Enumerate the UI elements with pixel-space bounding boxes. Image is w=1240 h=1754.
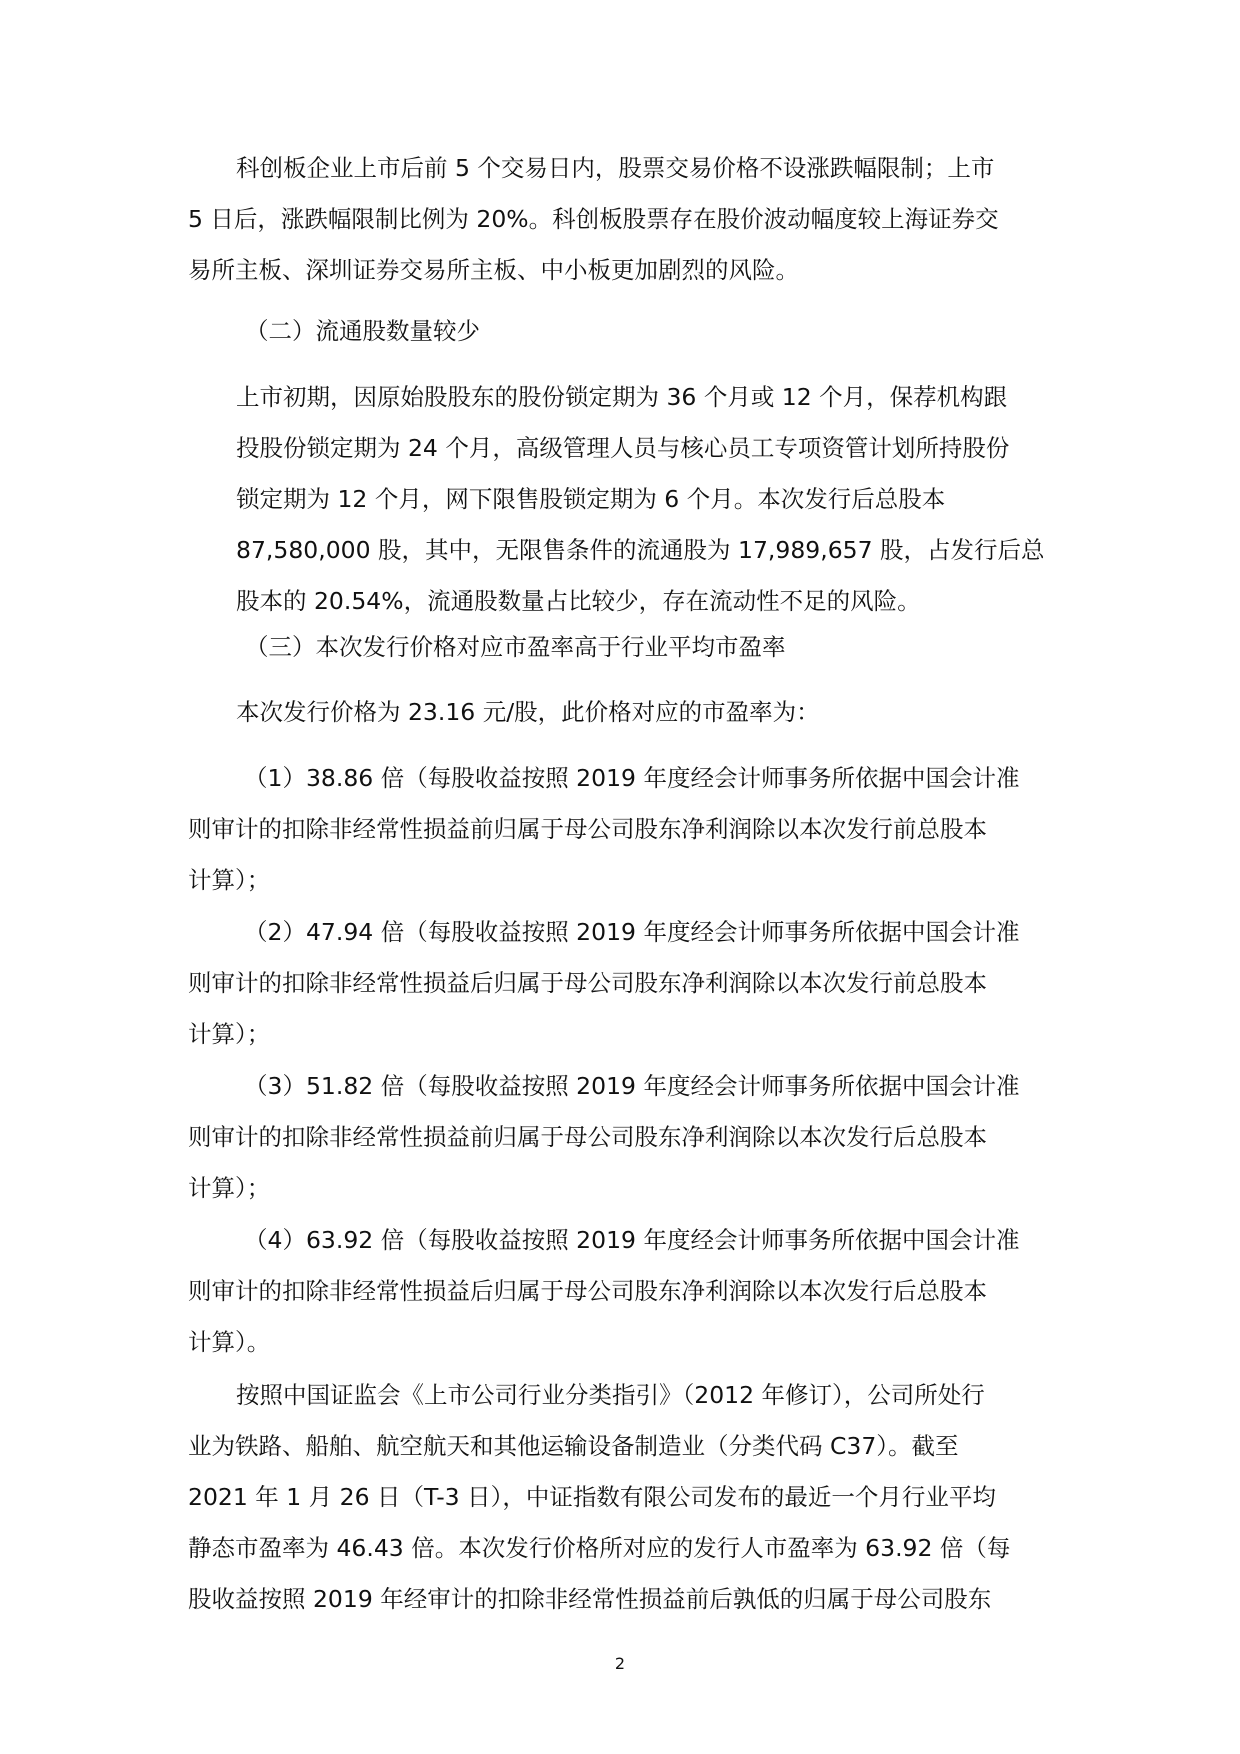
text-line: 静态市盈率为 46.43 倍。本次发行价格所对应的发行人市盈率为 63.92 倍（每 (188, 1534, 1011, 1562)
text-line: 计算）； (188, 1020, 271, 1048)
text-line: 股本的 20.54%，流通股数量占比较少，存在流动性不足的风险。 (236, 587, 921, 615)
pe-ratio-item-3 (188, 1064, 1019, 1217)
text-line: 锁定期为 12 个月，网下限售股锁定期为 6 个月。本次发行后总股本 (236, 485, 946, 513)
text-line: 计算）。 (188, 1328, 271, 1356)
text-line: （1）38.86 倍（每股收益按照 2019 年度经会计师事务所依据中国会计准 (244, 764, 1020, 792)
text-line: 业为铁路、船舶、航空航天和其他运输设备制造业（分类代码 C37）。截至 (188, 1432, 959, 1460)
text-line: 2021 年 1 月 26 日（T-3 日），中证指数有限公司发布的最近一个月行业平均 (188, 1483, 996, 1511)
paragraph-star-market-price-limit (188, 146, 999, 299)
text-line: 则审计的扣除非经常性损益后归属于母公司股东净利润除以本次发行后总股本 (188, 1277, 987, 1305)
text-line: 易所主板、深圳证券交易所主板、中小板更加剧烈的风险。 (188, 256, 799, 284)
text-line: 按照中国证监会《上市公司行业分类指引》（2012 年修订），公司所处行 (236, 1381, 985, 1409)
text-line: 则审计的扣除非经常性损益前归属于母公司股东净利润除以本次发行后总股本 (188, 1123, 987, 1151)
text-line: 则审计的扣除非经常性损益后归属于母公司股东净利润除以本次发行前总股本 (188, 969, 987, 997)
text-line: 87,580,000 股，其中，无限售条件的流通股为 17,989,657 股，占发行后总 (236, 536, 1045, 564)
page-number: 2 (614, 1654, 626, 1673)
text-line: 计算）； (188, 866, 271, 894)
section-heading-3: （三）本次发行价格对应市盈率高于行业平均市盈率 (245, 633, 786, 661)
paragraph-circulating-shares (236, 375, 1045, 630)
text-line: 则审计的扣除非经常性损益前归属于母公司股东净利润除以本次发行前总股本 (188, 815, 987, 843)
text-line: 科创板企业上市后前 5 个交易日内，股票交易价格不设涨跌幅限制；上市 (236, 154, 995, 182)
text-line: （4）63.92 倍（每股收益按照 2019 年度经会计师事务所依据中国会计准 (244, 1226, 1020, 1254)
pe-ratio-item-1 (188, 756, 1019, 909)
pe-ratio-item-2 (188, 910, 1019, 1063)
text-line: 上市初期，因原始股股东的股份锁定期为 36 个月或 12 个月，保荐机构跟 (236, 383, 1008, 411)
text-line: 股收益按照 2019 年经审计的扣除非经常性损益前后孰低的归属于母公司股东 (188, 1585, 992, 1613)
text-line: （2）47.94 倍（每股收益按照 2019 年度经会计师事务所依据中国会计准 (244, 918, 1020, 946)
text-line: （3）51.82 倍（每股收益按照 2019 年度经会计师事务所依据中国会计准 (244, 1072, 1020, 1100)
text-line: 5 日后，涨跌幅限制比例为 20%。科创板股票存在股价波动幅度较上海证券交 (188, 205, 999, 233)
paragraph-issue-price: 本次发行价格为 23.16 元/股，此价格对应的市盈率为： (236, 698, 820, 726)
text-line: 计算）； (188, 1174, 271, 1202)
pe-ratio-item-4 (188, 1218, 1019, 1371)
paragraph-industry-pe-comparison (188, 1373, 1010, 1628)
text-line: 投股份锁定期为 24 个月，高级管理人员与核心员工专项资管计划所持股份 (236, 434, 1010, 462)
section-heading-2: （二）流通股数量较少 (245, 317, 480, 345)
